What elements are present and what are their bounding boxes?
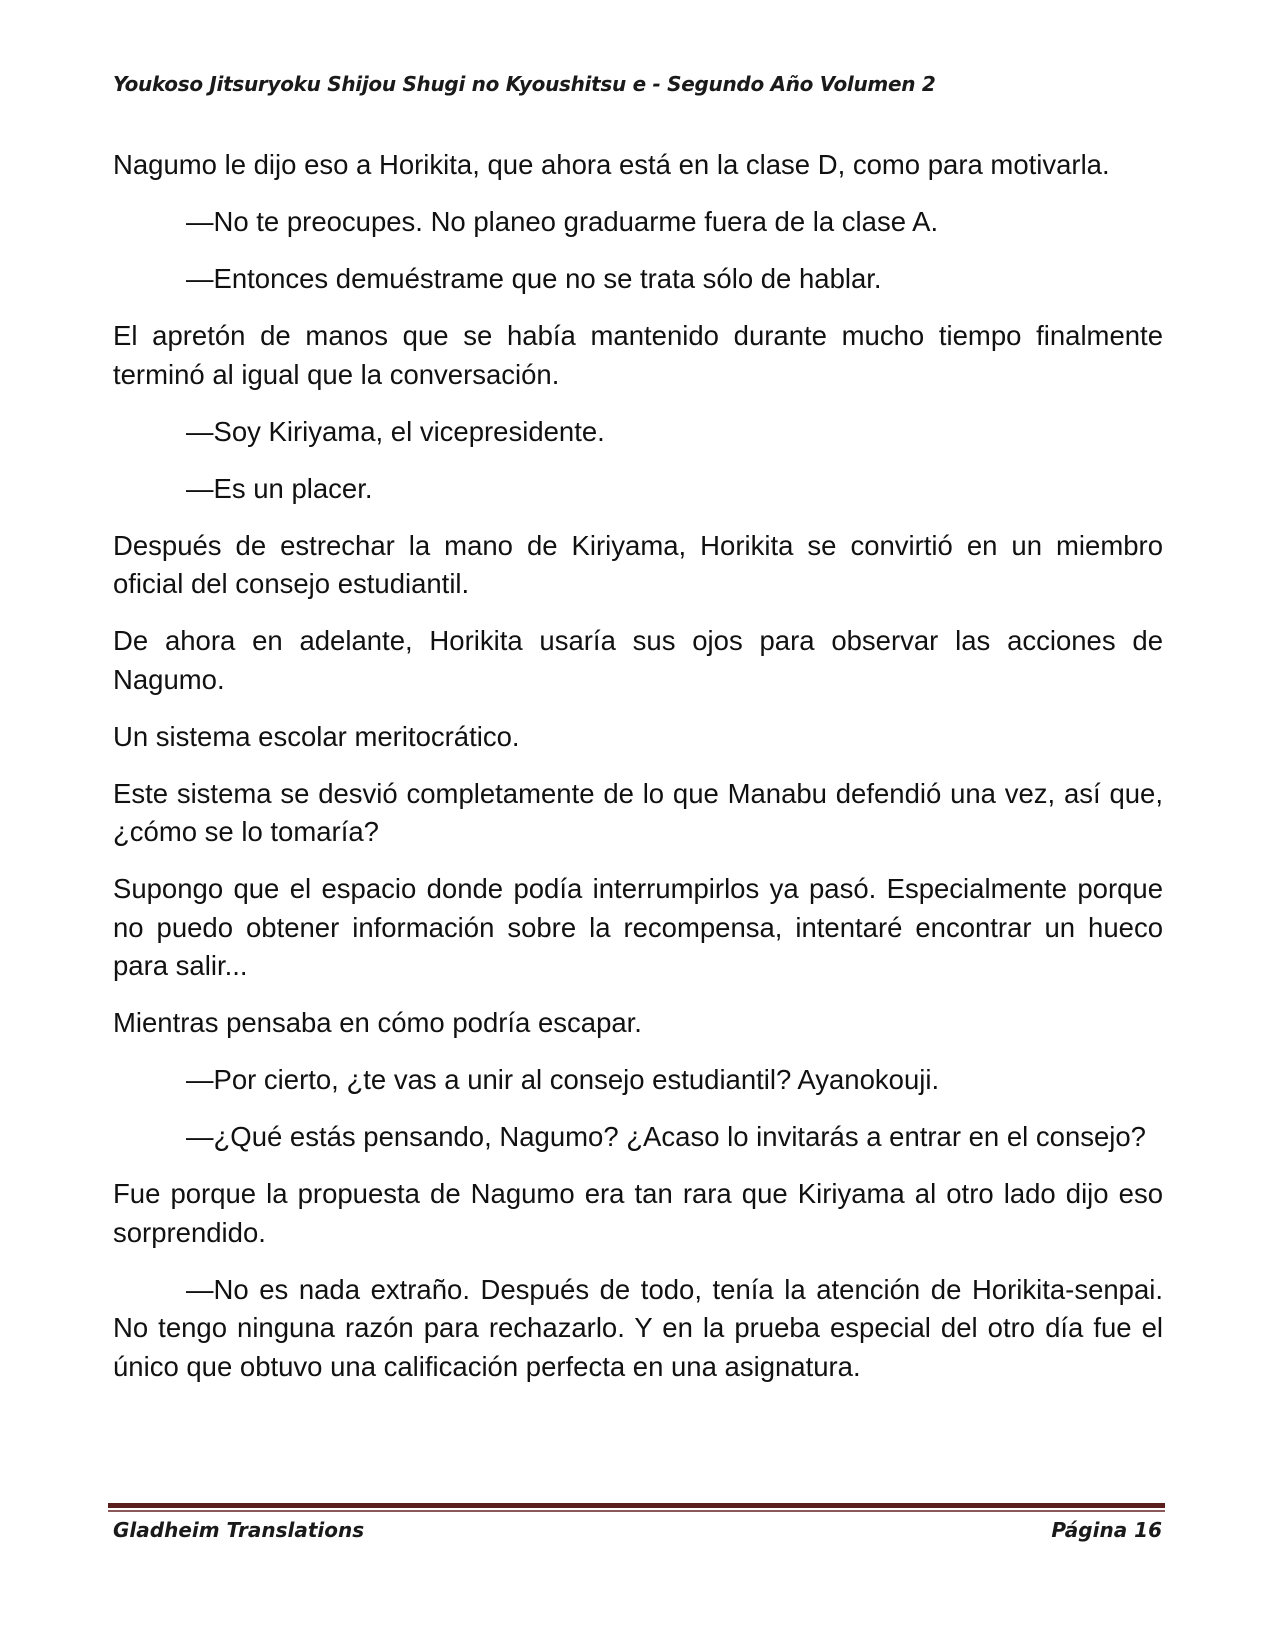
dialogue-line: —¿Qué estás pensando, Nagumo? ¿Acaso lo invitarás a entrar en el consejo?	[186, 1121, 1146, 1152]
dialogue-line: —Entonces demuéstrame que no se trata sólo de hablar.	[186, 263, 882, 294]
paragraph: Este sistema se desvió completamente de lo que Manabu defendió una vez, así que, ¿cómo se lo tomaría?	[113, 777, 1163, 847]
paragraph: Después de estrechar la mano de Kiriyama, Horikita se convirtió en un miembro oficial del consejo estudiantil.	[113, 529, 1163, 599]
footer-divider-thin	[108, 1510, 1165, 1512]
dialogue-line: —No es nada extraño. Después de todo, tenía la atención de Horikita-senpai. No tengo ninguna razón para rechazarlo. Y en la prueba especial del otro día fue el único que obtuvo una calificación perfecta en una asignatura.	[113, 1273, 1163, 1382]
footer-divider	[108, 1503, 1165, 1508]
paragraph: El apretón de manos que se había mantenido durante mucho tiempo finalmente terminó al igual que la conversación.	[113, 320, 1163, 390]
dialogue-line: —Por cierto, ¿te vas a unir al consejo estudiantil? Ayanokouji.	[186, 1064, 940, 1095]
paragraph: Supongo que el espacio donde podía interrumpirlos ya pasó. Especialmente porque no puedo obtener información sobre la recompensa, intentaré encontrar un hueco para salir...	[113, 873, 1163, 981]
dialogue-line: —No te preocupes. No planeo graduarme fuera de la clase A.	[186, 206, 939, 237]
paragraph: Nagumo le dijo eso a Horikita, que ahora está en la clase D, como para motivarla.	[113, 149, 1110, 180]
paragraph: Un sistema escolar meritocrático.	[113, 720, 520, 752]
running-header: Youkoso Jitsuryoku Shijou Shugi no Kyoushitsu e - Segundo Año Volumen 2	[113, 72, 936, 96]
dialogue-line: —Es un placer.	[186, 472, 373, 504]
paragraph: Mientras pensaba en cómo podría escapar.	[113, 1007, 642, 1038]
page-body	[113, 146, 1163, 1405]
dialogue-line: —Soy Kiriyama, el vicepresidente.	[186, 415, 605, 447]
page-number: Página 16	[1051, 1518, 1162, 1542]
paragraph: Fue porque la propuesta de Nagumo era tan rara que Kiriyama al otro lado dijo eso sorprendido.	[113, 1178, 1163, 1248]
footer-credit: Gladheim Translations	[113, 1518, 365, 1542]
paragraph: De ahora en adelante, Horikita usaría sus ojos para observar las acciones de Nagumo.	[113, 625, 1163, 695]
